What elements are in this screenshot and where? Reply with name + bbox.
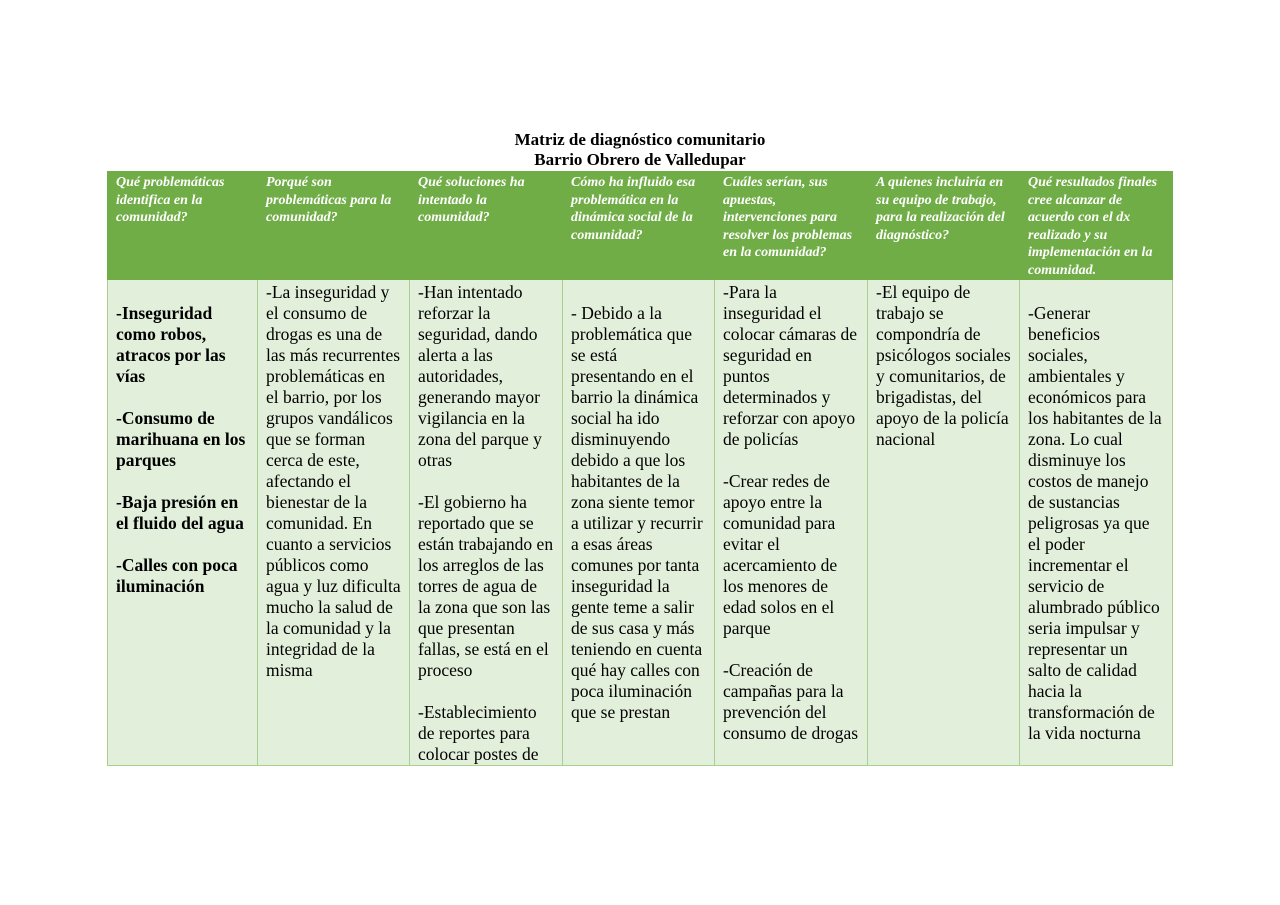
cell-soluciones: [410, 280, 563, 766]
table-header-row: [108, 172, 1173, 280]
intervention-item: -Creación de campañas para la prevención del consumo de drogas: [723, 660, 859, 743]
cell-apuestas: [715, 280, 868, 766]
problem-item: -Calles con poca iluminación: [116, 555, 238, 596]
header-apuestas: Cuáles serían, sus apuestas, intervenciones para resolver los problemas en la comunidad?: [715, 172, 868, 280]
results-text: -Generar beneficios sociales, ambientales y económicos para los habitantes de la zona. Lo cual disminuye los costos de manejo de sustancias peligrosas ya que el poder incrementar el servicio de alumbrado público seria impulsar y representar un salto de calidad hacia la transformación de la vida nocturna: [1028, 303, 1162, 743]
intervention-item: -Para la inseguridad el colocar cámaras de seguridad en puntos determinados y reforzar con apoyo de policías: [723, 282, 858, 449]
table-row: [108, 280, 1173, 766]
header-porque: Porqué son problemáticas para la comunidad?: [258, 172, 410, 280]
problem-item: -Consumo de marihuana en los parques: [116, 408, 246, 470]
cell-problematicas: [108, 280, 258, 766]
header-problematicas: Qué problemáticas identifica en la comunidad?: [108, 172, 258, 280]
cell-porque: [258, 280, 410, 766]
influence-text: - Debido a la problemática que se está presentando en el barrio la dinámica social ha ido disminuyendo debido a que los habitantes de la zona siente temor a utilizar y recurrir a esas áreas comunes por tanta inseguridad la gente teme a salir de sus casa y más teniendo en cuenta qué hay calles con poca iluminación que se prestan: [571, 303, 703, 722]
header-influencia: Cómo ha influido esa problemática en la dinámica social de la comunidad?: [563, 172, 715, 280]
document-title-block: [0, 130, 1280, 170]
header-soluciones: Qué soluciones ha intentado la comunidad?: [410, 172, 563, 280]
team-text: -El equipo de trabajo se compondría de psicólogos sociales y comunitarios, de brigadistas, del apoyo de la policía nacional: [876, 282, 1011, 449]
solution-item: -El gobierno ha reportado que se están trabajando en los arreglos de las torres de agua de la zona que son las que presentan fallas, se está en el proceso: [418, 492, 554, 680]
solution-item: -Establecimiento de reportes para colocar postes de: [418, 702, 539, 764]
cell-influencia: [563, 280, 715, 766]
cell-equipo: [868, 280, 1020, 766]
document-subtitle: Barrio Obrero de Valledupar: [534, 150, 746, 169]
problem-item: -Inseguridad como robos, atracos por las vías: [116, 303, 226, 386]
solution-item: -Han intentado reforzar la seguridad, dando alerta a las autoridades, generando mayor vigilancia en la zona del parque y otras: [418, 282, 542, 470]
intervention-item: -Crear redes de apoyo entre la comunidad para evitar el acercamiento de los menores de edad solos en el parque: [723, 471, 838, 638]
problem-item: -Baja presión en el fluido del agua: [116, 492, 244, 533]
document-title: Matriz de diagnóstico comunitario: [514, 130, 766, 149]
header-resultados: Qué resultados finales cree alcanzar de acuerdo con el dx realizado y su implementación en la comunidad.: [1020, 172, 1173, 280]
diagnostic-matrix-table: [107, 171, 1173, 766]
reason-text: -La inseguridad y el consumo de drogas es una de las más recurrentes problemáticas en el barrio, por los grupos vandálicos que se forman cerca de este, afectando el bienestar de la comunidad. En cuanto a servicios públicos como agua y luz dificulta mucho la salud de la comunidad y la integridad de la misma: [266, 282, 401, 680]
header-equipo: A quienes incluiría en su equipo de trabajo, para la realización del diagnóstico?: [868, 172, 1020, 280]
cell-resultados: [1020, 280, 1173, 766]
